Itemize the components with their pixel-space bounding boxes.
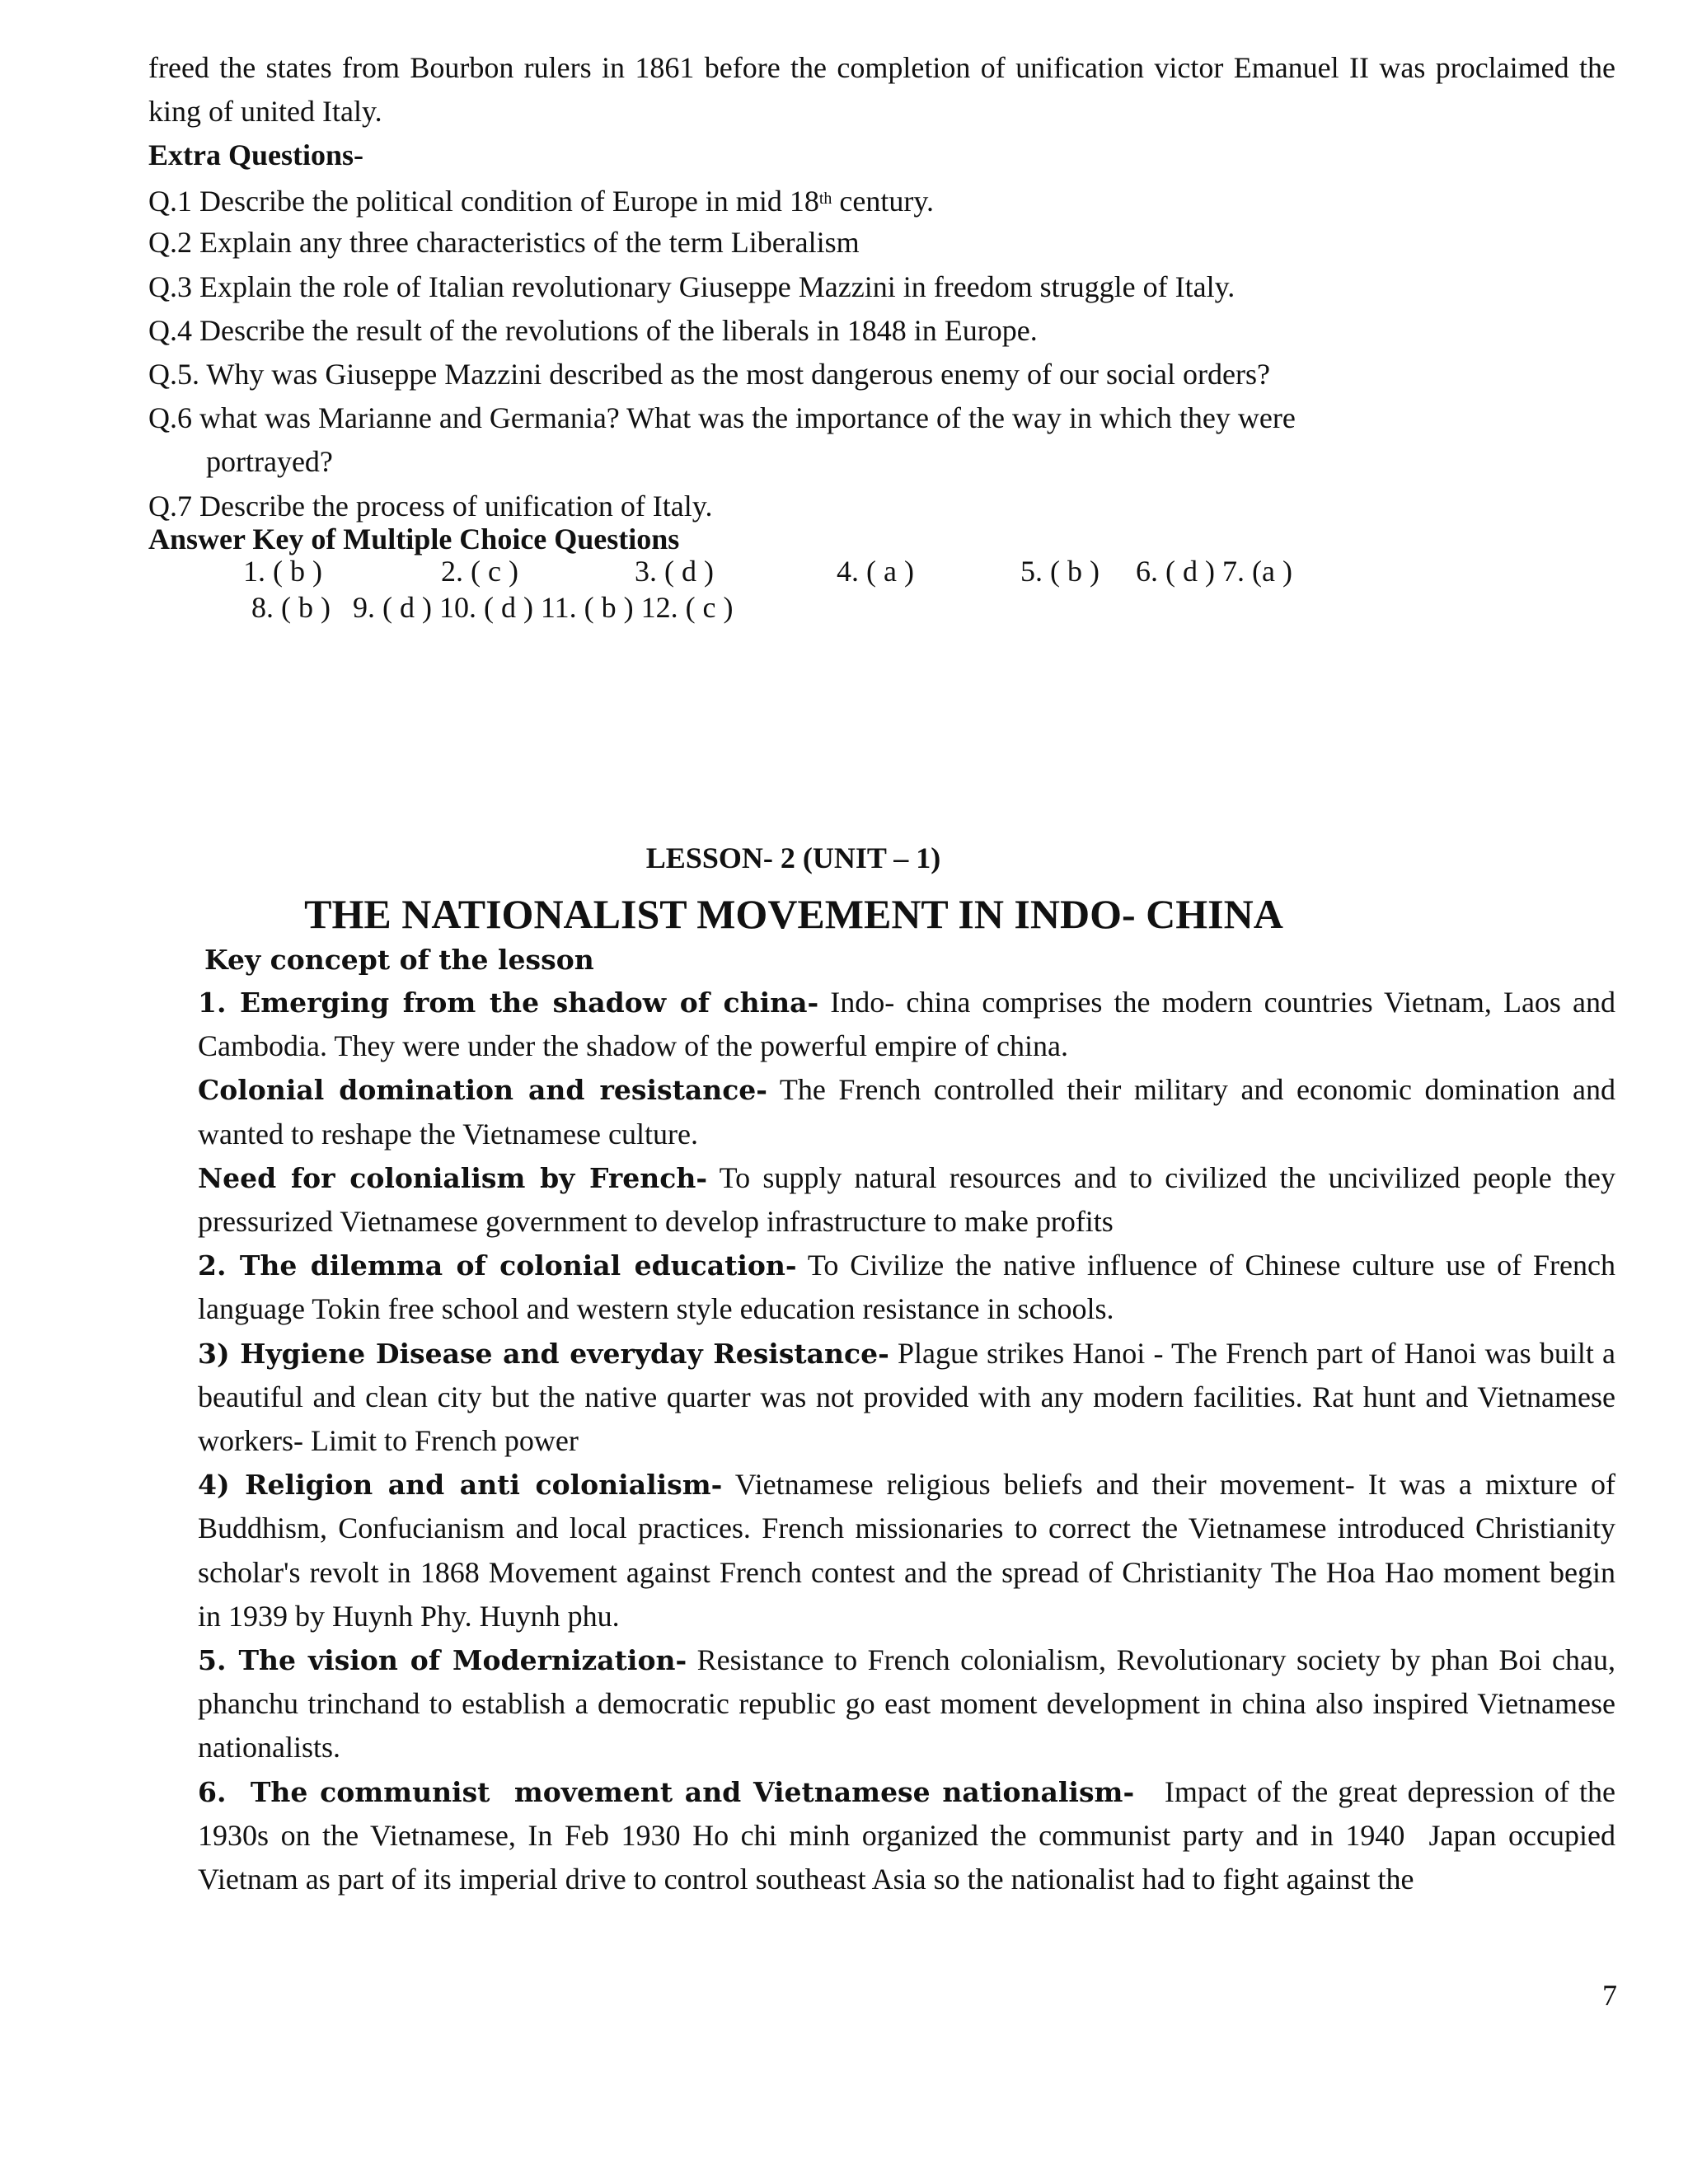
page-number: 7 <box>1602 1979 1617 2012</box>
key-concept-heading: Key concept of the lesson <box>204 944 594 976</box>
section-need-for-colonialism-text: To supply natural resources and to civilized the uncivilized people they pressurized Vietnamese government to develop infrastructure to make profits <box>198 1160 1615 1239</box>
ordinal-superscript: th <box>818 190 832 208</box>
question-1-text: Q.1 Describe the political condition of Europe in mid 18 <box>148 185 819 218</box>
extra-questions-heading: Extra Questions- <box>148 138 363 171</box>
section-4-text: Vietnamese religious beliefs and their movement- It was a mixture of Buddhism, Confucianism and local practices. French missionaries to correct the Vietnamese introduced Christianity scholar's revolt in 1868 Movement against French contest and the spread of Christianity The Hoa Hao moment begin in 1939 by Huynh Phy. Huynh phu. <box>198 1468 1616 1633</box>
question-3: Q.3 Explain the role of Italian revolutionary Giuseppe Mazzini in freedom struggle of Italy. <box>148 270 1236 303</box>
question-5: Q.5. Why was Giuseppe Mazzini described as the most dangerous enemy of our social orders? <box>148 358 1270 391</box>
section-5 <box>198 1638 1615 1770</box>
answer-6-7: 6. ( d ) 7. (a ) <box>1136 555 1292 588</box>
section-4-heading: 4) Religion and anti colonialism- <box>198 1469 723 1502</box>
section-2-heading: 2. The dilemma of colonial education- <box>198 1249 797 1282</box>
question-1 <box>148 177 934 223</box>
answer-5: 5. ( b ) <box>1020 555 1100 588</box>
question-4: Q.4 Describe the result of the revolutions of the liberals in 1848 in Europe. <box>148 314 1038 347</box>
section-colonial-domination <box>198 1068 1615 1155</box>
section-6-heading: 6. The communist movement and Vietnamese nationalism- <box>198 1775 1135 1808</box>
question-7: Q.7 Describe the process of unification of Italy. <box>148 490 713 523</box>
continuation-paragraph: freed the states from Bourbon rulers in 1861 before the completion of unification victor Emanuel II was proclaimed the king of united Italy. <box>148 51 1615 128</box>
section-3-heading: 3) Hygiene Disease and everyday Resistance- <box>198 1337 889 1370</box>
question-1-suffix: century. <box>832 185 934 218</box>
section-3 <box>198 1332 1615 1464</box>
section-1-heading: 1. Emerging from the shadow of china- <box>198 987 819 1019</box>
answer-row-2: 8. ( b ) 9. ( d ) 10. ( d ) 11. ( b ) 12. ( c ) <box>251 591 734 624</box>
lesson-title: THE NATIONALIST MOVEMENT IN INDO- CHINA <box>304 891 1283 937</box>
answer-3: 3. ( d ) <box>635 555 714 588</box>
section-5-heading: 5. The vision of Modernization- <box>198 1644 687 1677</box>
answer-4: 4. ( a ) <box>837 555 914 588</box>
section-2 <box>198 1244 1615 1331</box>
question-6-line-1: Q.6 what was Marianne and Germania? What was the importance of the way in which they were <box>148 401 1296 434</box>
lesson-label: LESSON- 2 (UNIT – 1) <box>645 841 941 874</box>
section-2-text: To Civilize the native influence of Chinese culture use of French language Tokin free school and western style education resistance in schools. <box>198 1249 1615 1326</box>
section-colonial-domination-text: The French controlled their military and economic domination and wanted to reshape the Vietnamese culture. <box>198 1073 1615 1151</box>
section-6-text: Impact of the great depression of the 1930s on the Vietnamese, In Feb 1930 Ho chi minh organized the communist party and in 1940 Japan occupied Vietnam as part of its imperial drive to control southeast Asia so the nationalist had to fight against the <box>198 1774 1623 1896</box>
lesson-body <box>198 981 1623 1901</box>
answer-1: 1. ( b ) <box>243 555 322 588</box>
answer-key-heading: Answer Key of Multiple Choice Questions <box>148 523 680 555</box>
section-5-text: Resistance to French colonialism, Revolutionary society by phan Boi chau, phanchu trinchand to establish a democratic republic go east moment development in china also inspired Vietnamese nationalists. <box>198 1643 1615 1765</box>
section-colonial-domination-heading: Colonial domination and resistance- <box>198 1074 767 1107</box>
section-3-text: Plague strikes Hanoi - The French part of Hanoi was built a beautiful and clean city but the native quarter was not provided with any modern facilities. Rat hunt and Vietnamese workers- Limit to French power <box>198 1336 1615 1458</box>
section-6 <box>198 1770 1623 1902</box>
section-1-text: Indo- china comprises the modern countries Vietnam, Laos and Cambodia. They were under the shadow of the powerful empire of china. <box>198 986 1616 1063</box>
section-1 <box>198 981 1615 1068</box>
section-4 <box>198 1463 1615 1638</box>
answer-2: 2. ( c ) <box>441 555 518 588</box>
question-6-line-2: portrayed? <box>206 445 333 478</box>
section-need-for-colonialism-heading: Need for colonialism by French- <box>198 1161 708 1194</box>
section-need-for-colonialism <box>198 1156 1615 1244</box>
question-2: Q.2 Explain any three characteristics of the term Liberalism <box>148 226 860 259</box>
